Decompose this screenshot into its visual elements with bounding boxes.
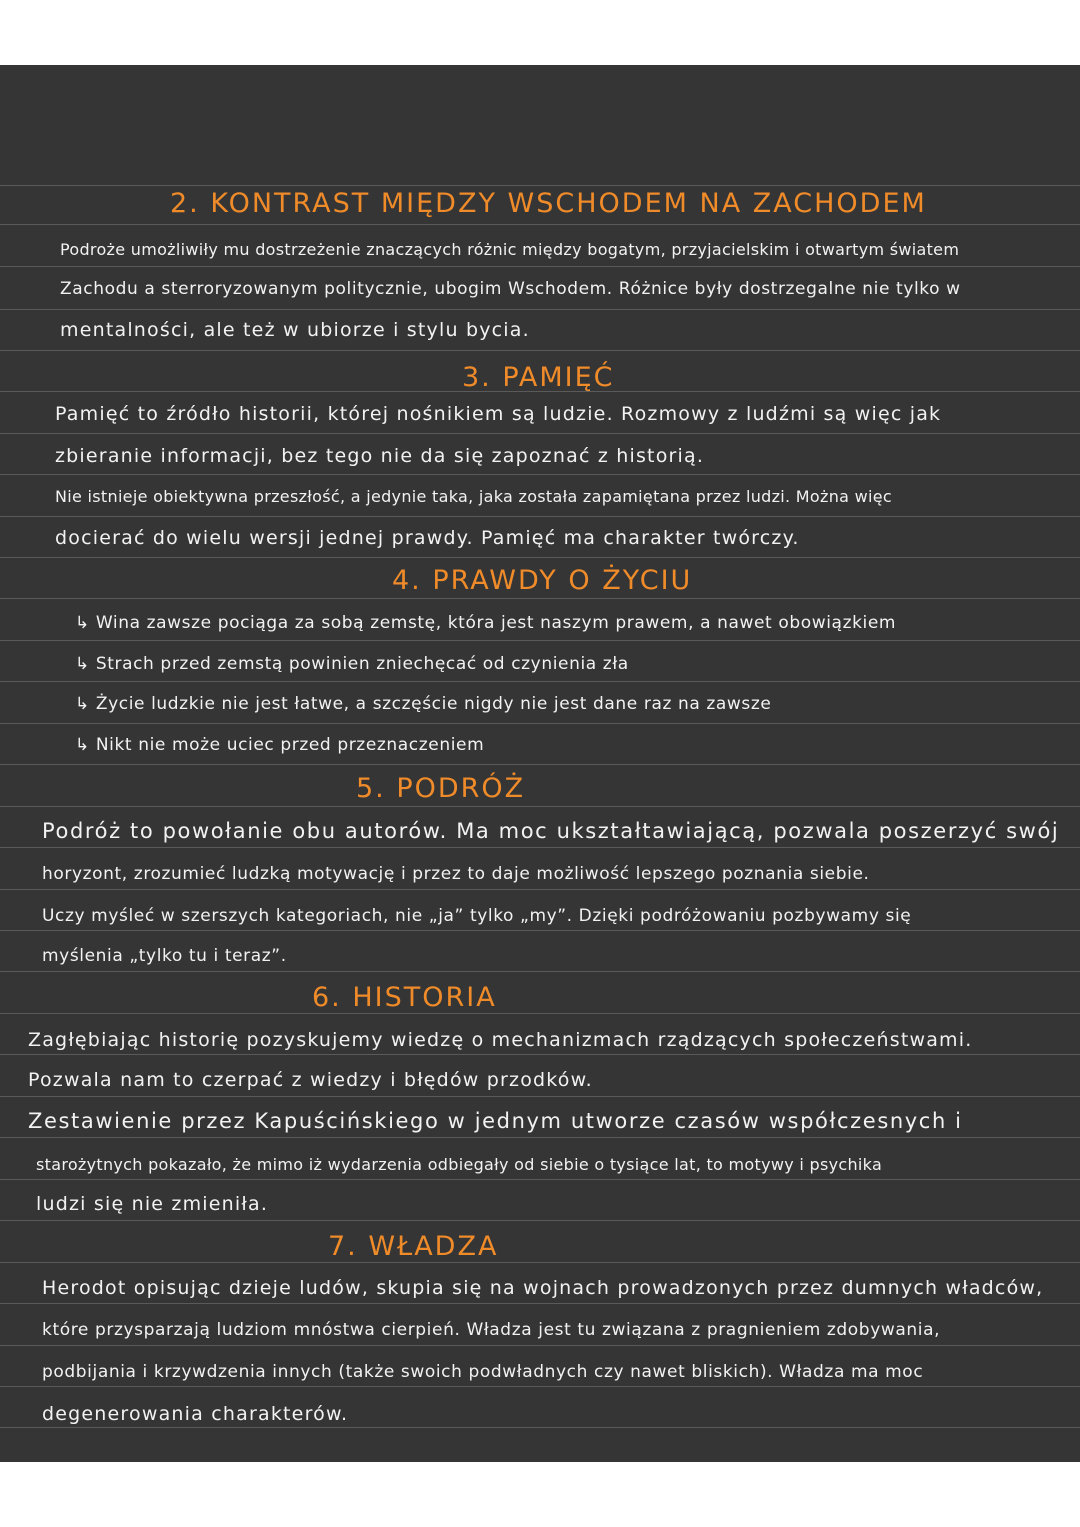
text-line: podbijania i krzywdzenia innych (także swoich podwładnych czy nawet bliskich). Władza ma moc: [42, 1362, 924, 1382]
ruled-line: [0, 681, 1080, 682]
ruled-line: [0, 1179, 1080, 1180]
ruled-line: [0, 350, 1080, 351]
ruled-line: [0, 1096, 1080, 1097]
ruled-line: [0, 224, 1080, 225]
ruled-line: [0, 723, 1080, 724]
ruled-line: [0, 598, 1080, 599]
text-line: ludzi się nie zmieniła.: [36, 1193, 269, 1215]
ruled-line: [0, 474, 1080, 475]
ruled-line: [0, 1345, 1080, 1346]
text-line: Zestawienie przez Kapuścińskiego w jednym utworze czasów współczesnych i: [28, 1109, 963, 1133]
bullet-item: ↳ Wina zawsze pociąga za sobą zemstę, która jest naszym prawem, a nawet obowiązkiem: [75, 613, 897, 633]
text-line: Nie istnieje obiektywna przeszłość, a jedynie taka, jaka została zapamiętana przez ludzi. Można więc: [55, 487, 892, 506]
ruled-line: [0, 764, 1080, 765]
notebook-page: [0, 65, 1080, 1462]
ruled-line: [0, 266, 1080, 267]
ruled-line: [0, 889, 1080, 890]
ruled-line: [0, 847, 1080, 848]
section-heading-prawdy: 4. PRAWDY O ŻYCIU: [392, 565, 693, 596]
bullet-item: ↳ Nikt nie może uciec przed przeznaczeniem: [75, 735, 485, 755]
ruled-line: [0, 971, 1080, 972]
ruled-line: [0, 1220, 1080, 1221]
ruled-line: [0, 433, 1080, 434]
ruled-line: [0, 640, 1080, 641]
ruled-line: [0, 309, 1080, 310]
text-line: Pamięć to źródło historii, której nośnikiem są ludzie. Rozmowy z ludźmi są więc jak: [55, 403, 942, 425]
ruled-line: [0, 930, 1080, 931]
text-line: które przysparzają ludziom mnóstwa cierpień. Władza jest tu związana z pragnieniem zdobywania,: [42, 1320, 941, 1340]
text-line: Zachodu a sterroryzowanym politycznie, ubogim Wschodem. Różnice były dostrzegalne nie tylko w: [60, 279, 961, 299]
text-line: Herodot opisując dzieje ludów, skupia się na wojnach prowadzonych przez dumnych władców,: [42, 1277, 1044, 1299]
ruled-line: [0, 1386, 1080, 1387]
ruled-line: [0, 806, 1080, 807]
text-line: Podroże umożliwiły mu dostrzeżenie znaczących różnic między bogatym, przyjacielskim i otwartym światem: [60, 240, 960, 259]
text-line: starożytnych pokazało, że mimo iż wydarzenia odbiegały od siebie o tysiące lat, to motywy i psychika: [36, 1155, 883, 1174]
section-heading-podroz: 5. PODRÓŻ: [356, 773, 526, 804]
section-heading-kontrast: 2. KONTRAST MIĘDZY WSCHODEM NA ZACHODEM: [170, 188, 927, 219]
ruled-line: [0, 1303, 1080, 1304]
section-heading-historia: 6. HISTORIA: [312, 982, 497, 1013]
text-line: horyzont, zrozumieć ludzką motywację i przez to daje możliwość lepszego poznania siebie.: [42, 864, 870, 884]
bullet-item: ↳ Życie ludzkie nie jest łatwe, a szczęście nigdy nie jest dane raz na zawsze: [75, 694, 772, 714]
ruled-line: [0, 1262, 1080, 1263]
ruled-line: [0, 557, 1080, 558]
bullet-item: ↳ Strach przed zemstą powinien zniechęcać od czynienia zła: [75, 654, 629, 674]
text-line: docierać do wielu wersji jednej prawdy. Pamięć ma charakter twórczy.: [55, 527, 800, 549]
ruled-line: [0, 1054, 1080, 1055]
text-line: myślenia „tylko tu i teraz”.: [42, 946, 287, 966]
text-line: mentalności, ale też w ubiorze i stylu bycia.: [60, 319, 530, 341]
ruled-line: [0, 1137, 1080, 1138]
ruled-line: [0, 185, 1080, 186]
section-heading-pamiec: 3. PAMIĘĆ: [462, 362, 615, 393]
section-heading-wladza: 7. WŁADZA: [328, 1231, 499, 1262]
ruled-line: [0, 1427, 1080, 1428]
text-line: degenerowania charakterów.: [42, 1403, 349, 1425]
text-line: Zagłębiając historię pozyskujemy wiedzę o mechanizmach rządzących społeczeństwami.: [28, 1029, 973, 1051]
text-line: zbieranie informacji, bez tego nie da się zapoznać z historią.: [55, 445, 705, 467]
text-line: Podróż to powołanie obu autorów. Ma moc ukształtawiającą, pozwala poszerzyć swój: [42, 819, 1060, 843]
ruled-line: [0, 1013, 1080, 1014]
text-line: Pozwala nam to czerpać z wiedzy i błędów przodków.: [28, 1069, 593, 1091]
ruled-line: [0, 516, 1080, 517]
text-line: Uczy myśleć w szerszych kategoriach, nie „ja” tylko „my”. Dzięki podróżowaniu pozbywamy się: [42, 906, 912, 926]
